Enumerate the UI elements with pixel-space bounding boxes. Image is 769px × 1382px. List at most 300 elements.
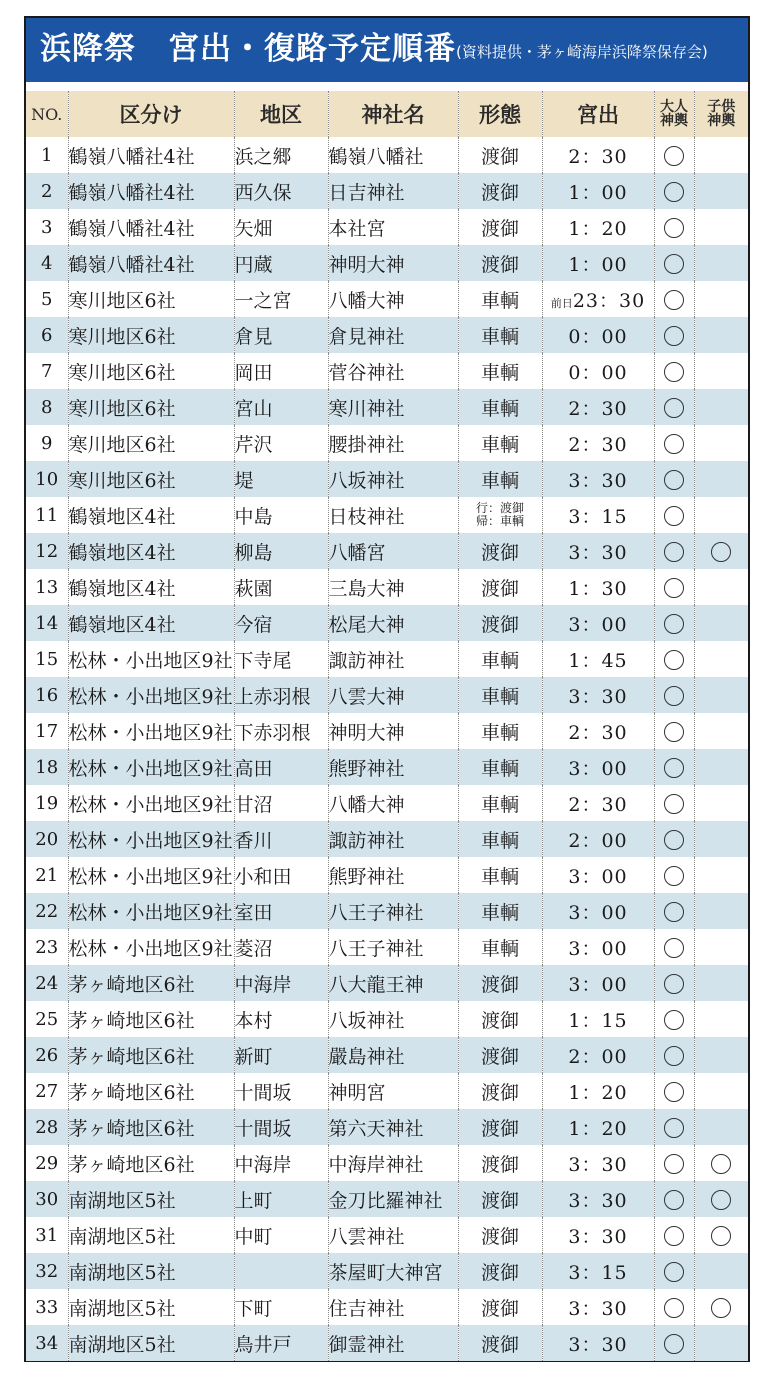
division-cell: 茅ヶ崎地区6社: [68, 1109, 234, 1145]
shrine-name-cell: 菅谷神社: [328, 353, 458, 389]
shrine-name-cell: 茶屋町大神宮: [328, 1253, 458, 1289]
row-number: 10: [26, 461, 68, 497]
district-cell: 今宿: [234, 605, 328, 641]
table-row: [26, 965, 748, 1001]
departure-time: 1：00: [568, 181, 628, 204]
table-row: [26, 677, 748, 713]
departure-time-cell: [542, 1181, 654, 1217]
row-number: 9: [41, 432, 53, 454]
division-cell: 茅ヶ崎地区6社: [68, 1037, 234, 1073]
table-row: [26, 533, 748, 569]
circle-mark-icon: [711, 1226, 731, 1246]
child-mikoshi-cell: [694, 929, 748, 965]
division-cell: 松林・小出地区9社: [68, 677, 234, 713]
mode-cell: 渡御: [458, 1181, 542, 1217]
table-row: [26, 605, 748, 641]
circle-mark-icon: [664, 1154, 684, 1174]
shrine-name-cell: 鶴嶺八幡社: [328, 137, 458, 173]
division-cell: 茅ヶ崎地区6社: [68, 1145, 234, 1181]
table-row: [26, 353, 748, 389]
adult-mikoshi-cell: [654, 461, 694, 497]
table-row: [26, 317, 748, 353]
division-cell: 茅ヶ崎地区6社: [68, 965, 234, 1001]
division-cell: 茅ヶ崎地区6社: [68, 1001, 234, 1037]
table-row: [26, 641, 748, 677]
table-row: [26, 713, 748, 749]
district-cell: 中海岸: [234, 965, 328, 1001]
departure-time-cell: [542, 1109, 654, 1145]
shrine-name-cell: 第六天神社: [328, 1109, 458, 1145]
departure-time: 3：30: [568, 1297, 628, 1320]
mode-cell: 渡御: [458, 1253, 542, 1289]
table-row: [26, 425, 748, 461]
departure-time: 1：00: [568, 253, 628, 276]
table-row: [26, 821, 748, 857]
departure-time-cell: [542, 893, 654, 929]
departure-time-cell: [542, 1073, 654, 1109]
header-kodomo-line2: 神輿: [707, 113, 736, 129]
district-cell: 新町: [234, 1037, 328, 1073]
division-cell: 松林・小出地区9社: [68, 749, 234, 785]
adult-mikoshi-cell: [654, 929, 694, 965]
row-number: 22: [26, 893, 68, 929]
adult-mikoshi-cell: [654, 785, 694, 821]
table-row: [26, 245, 748, 281]
child-mikoshi-cell: [694, 1073, 748, 1109]
departure-time-cell: [542, 173, 654, 209]
adult-mikoshi-cell: [654, 893, 694, 929]
division-cell: 松林・小出地区9社: [68, 893, 234, 929]
district-cell: 下寺尾: [234, 641, 328, 677]
departure-time-cell: [542, 1289, 654, 1325]
shrine-name-cell: 金刀比羅神社: [328, 1181, 458, 1217]
division-cell: 鶴嶺地区4社: [68, 605, 234, 641]
district-cell: 倉見: [234, 317, 328, 353]
departure-time: 3：30: [568, 541, 628, 564]
shrine-name-cell: 神明宮: [328, 1073, 458, 1109]
circle-mark-icon: [664, 866, 684, 886]
district-cell: 宮山: [234, 389, 328, 425]
departure-time-cell: [542, 209, 654, 245]
table-row: [26, 1073, 748, 1109]
mode-cell: 渡御: [458, 605, 542, 641]
shrine-name-cell: 八大龍王神: [328, 965, 458, 1001]
row-number: 29: [35, 1152, 59, 1174]
departure-time: 2：30: [568, 145, 628, 168]
child-mikoshi-cell: [694, 569, 748, 605]
shrine-name-cell: 松尾大神: [328, 605, 458, 641]
row-number: 16: [26, 677, 68, 713]
row-number: 12: [26, 533, 68, 569]
header-otona-line2: 神輿: [660, 113, 688, 129]
division-cell: 松林・小出地区9社: [68, 641, 234, 677]
division-cell: 南湖地区5社: [68, 1253, 234, 1289]
district-cell: 本村: [234, 1001, 328, 1037]
child-mikoshi-cell: [694, 173, 748, 209]
child-mikoshi-cell: [694, 893, 748, 929]
shrine-name-cell: 神明大神: [328, 713, 458, 749]
departure-time: 23：30: [572, 289, 646, 312]
mode-cell: 渡御: [458, 1037, 542, 1073]
district-cell: 甘沼: [234, 785, 328, 821]
circle-mark-icon: [664, 938, 684, 958]
table-row: [26, 1037, 748, 1073]
shrine-name-cell: 中海岸神社: [328, 1145, 458, 1181]
circle-mark-icon: [664, 1010, 684, 1030]
shrine-name-cell: 諏訪神社: [328, 641, 458, 677]
departure-time: 3：30: [568, 1333, 628, 1356]
division-cell: 鶴嶺地区4社: [68, 533, 234, 569]
mode-cell: 渡御: [458, 1145, 542, 1181]
mode-cell: 車輌: [458, 677, 542, 713]
table-row: [26, 1145, 748, 1181]
shrine-name-cell: 嚴島神社: [328, 1037, 458, 1073]
adult-mikoshi-cell: [654, 1145, 694, 1181]
adult-mikoshi-cell: [654, 137, 694, 173]
table-row: [26, 389, 748, 425]
child-mikoshi-cell: [694, 1109, 748, 1145]
mode-line-return: 帰：車輌: [475, 514, 524, 528]
child-mikoshi-cell: [694, 1253, 748, 1289]
shrine-name-cell: 八雲神社: [328, 1217, 458, 1253]
mode-cell: 車輌: [458, 749, 542, 785]
mode-cell: 渡御: [458, 173, 542, 209]
title-bar: [26, 18, 748, 82]
shrine-name-cell: 日吉神社: [328, 173, 458, 209]
child-mikoshi-cell: [694, 965, 748, 1001]
row-number: 1: [41, 144, 53, 166]
adult-mikoshi-cell: [654, 317, 694, 353]
adult-mikoshi-cell: [654, 1109, 694, 1145]
circle-mark-icon: [664, 254, 684, 274]
shrine-name-cell: 八王子神社: [328, 929, 458, 965]
departure-time: 1：20: [568, 1117, 628, 1140]
circle-mark-icon: [664, 434, 684, 454]
departure-time-cell: [542, 137, 654, 173]
departure-time: 3：00: [568, 613, 628, 636]
circle-mark-icon: [664, 686, 684, 706]
district-cell: 中海岸: [234, 1145, 328, 1181]
district-cell: 下赤羽根: [234, 713, 328, 749]
row-number: 28: [26, 1109, 68, 1145]
mode-cell: 車輌: [458, 857, 542, 893]
table-row: [26, 137, 748, 173]
circle-mark-icon: [664, 218, 684, 238]
shrine-name-cell: 八幡宮: [328, 533, 458, 569]
departure-time: 3：30: [568, 1153, 628, 1176]
adult-mikoshi-cell: [654, 1181, 694, 1217]
adult-mikoshi-cell: [654, 1217, 694, 1253]
departure-time-cell: [542, 461, 654, 497]
circle-mark-icon: [664, 470, 684, 490]
division-cell: 鶴嶺八幡社4社: [68, 209, 234, 245]
child-mikoshi-cell: [694, 497, 748, 533]
district-cell: 鳥井戸: [234, 1325, 328, 1361]
district-cell: 上赤羽根: [234, 677, 328, 713]
mode-cell: 渡御: [458, 533, 542, 569]
table-row: [26, 749, 748, 785]
shrine-name-cell: 神明大神: [328, 245, 458, 281]
adult-mikoshi-cell: [654, 1325, 694, 1361]
child-mikoshi-cell: [694, 533, 748, 569]
child-mikoshi-cell: [694, 245, 748, 281]
adult-mikoshi-cell: [654, 281, 694, 317]
row-number: 27: [35, 1080, 59, 1102]
child-mikoshi-cell: [694, 137, 748, 173]
row-number: 23: [35, 936, 59, 958]
departure-time-cell: [542, 425, 654, 461]
child-mikoshi-cell: [694, 317, 748, 353]
adult-mikoshi-cell: [654, 533, 694, 569]
circle-mark-icon: [664, 758, 684, 778]
division-cell: 寒川地区6社: [68, 317, 234, 353]
circle-mark-icon: [664, 1046, 684, 1066]
table-row: [26, 1181, 748, 1217]
child-mikoshi-cell: [694, 857, 748, 893]
departure-time-cell: [542, 389, 654, 425]
circle-mark-icon: [664, 830, 684, 850]
circle-mark-icon: [664, 1334, 684, 1354]
mode-cell: 渡御: [458, 1289, 542, 1325]
district-cell: 香川: [234, 821, 328, 857]
mode-cell: 車輌: [458, 785, 542, 821]
header-jinja: 神社名: [328, 91, 458, 137]
division-cell: 寒川地区6社: [68, 353, 234, 389]
division-cell: 南湖地区5社: [68, 1181, 234, 1217]
division-cell: 松林・小出地区9社: [68, 857, 234, 893]
circle-mark-icon: [664, 1118, 684, 1138]
row-number: 24: [26, 965, 68, 1001]
departure-time-cell: [542, 281, 654, 317]
child-mikoshi-cell: [694, 1001, 748, 1037]
mode-line-outbound: 行：渡御: [475, 501, 524, 515]
row-number: 13: [35, 576, 59, 598]
shrine-name-cell: 御霊神社: [328, 1325, 458, 1361]
departure-time: 0：00: [568, 325, 628, 348]
shrine-name-cell: 八坂神社: [328, 1001, 458, 1037]
division-cell: 寒川地区6社: [68, 389, 234, 425]
departure-time-cell: [542, 533, 654, 569]
mode-cell: [458, 497, 542, 533]
division-cell: 鶴嶺地区4社: [68, 497, 234, 533]
shrine-name-cell: 八坂神社: [328, 461, 458, 497]
adult-mikoshi-cell: [654, 641, 694, 677]
departure-time: 3：15: [568, 1261, 628, 1284]
circle-mark-icon: [664, 290, 684, 310]
child-mikoshi-cell: [694, 209, 748, 245]
table-row: [26, 929, 748, 965]
departure-time: 3：00: [568, 757, 628, 780]
circle-mark-icon: [664, 1226, 684, 1246]
division-cell: 鶴嶺八幡社4社: [68, 245, 234, 281]
departure-time: 3：00: [568, 973, 628, 996]
shrine-name-cell: 腰掛神社: [328, 425, 458, 461]
departure-time: 0：00: [568, 361, 628, 384]
departure-time: 2：30: [568, 433, 628, 456]
district-cell: 十間坂: [234, 1073, 328, 1109]
departure-time: 3：15: [568, 505, 628, 528]
circle-mark-icon: [664, 902, 684, 922]
departure-time: 1：30: [568, 577, 628, 600]
adult-mikoshi-cell: [654, 1253, 694, 1289]
departure-time-cell: [542, 713, 654, 749]
circle-mark-icon: [664, 1082, 684, 1102]
row-number: 4: [26, 245, 68, 281]
departure-time: 1：45: [568, 649, 628, 672]
row-number: 19: [35, 792, 59, 814]
district-cell: 室田: [234, 893, 328, 929]
header-kubun: 区分け: [68, 91, 234, 137]
departure-time-cell: [542, 1037, 654, 1073]
mode-cell: 渡御: [458, 965, 542, 1001]
circle-mark-icon: [664, 974, 684, 994]
adult-mikoshi-cell: [654, 965, 694, 1001]
district-cell: 下町: [234, 1289, 328, 1325]
row-number: 32: [26, 1253, 68, 1289]
shrine-name-cell: 寒川神社: [328, 389, 458, 425]
division-cell: 鶴嶺地区4社: [68, 569, 234, 605]
departure-time: 3：00: [568, 901, 628, 924]
row-number: 3: [41, 216, 53, 238]
departure-time-cell: [542, 929, 654, 965]
adult-mikoshi-cell: [654, 1037, 694, 1073]
row-number: 2: [26, 173, 68, 209]
mode-cell: 車輌: [458, 641, 542, 677]
departure-time: 3：30: [568, 1225, 628, 1248]
table-row: [26, 785, 748, 821]
header-otona-line1: 大人: [660, 99, 688, 115]
mode-cell: 渡御: [458, 1217, 542, 1253]
division-cell: 松林・小出地区9社: [68, 821, 234, 857]
shrine-name-cell: 熊野神社: [328, 857, 458, 893]
shrine-name-cell: 八幡大神: [328, 281, 458, 317]
mode-cell: 車輌: [458, 461, 542, 497]
table-row: [26, 281, 748, 317]
adult-mikoshi-cell: [654, 857, 694, 893]
mode-cell: 渡御: [458, 245, 542, 281]
adult-mikoshi-cell: [654, 173, 694, 209]
departure-time: 3：00: [568, 865, 628, 888]
child-mikoshi-cell: [694, 1289, 748, 1325]
adult-mikoshi-cell: [654, 713, 694, 749]
row-number: 15: [35, 648, 59, 670]
circle-mark-icon: [664, 362, 684, 382]
departure-time: 3：00: [568, 937, 628, 960]
adult-mikoshi-cell: [654, 245, 694, 281]
departure-time: 2：00: [568, 829, 628, 852]
mode-cell: 渡御: [458, 209, 542, 245]
departure-time: 3：30: [568, 469, 628, 492]
adult-mikoshi-cell: [654, 821, 694, 857]
adult-mikoshi-cell: [654, 1289, 694, 1325]
departure-time-cell: [542, 677, 654, 713]
division-cell: 南湖地区5社: [68, 1289, 234, 1325]
child-mikoshi-cell: [694, 785, 748, 821]
child-mikoshi-cell: [694, 605, 748, 641]
mode-cell: 渡御: [458, 137, 542, 173]
table-row: [26, 461, 748, 497]
departure-time-cell: [542, 497, 654, 533]
departure-time-cell: [542, 353, 654, 389]
division-cell: 南湖地区5社: [68, 1325, 234, 1361]
header-kodomo-mikoshi: [694, 91, 748, 137]
division-cell: 寒川地区6社: [68, 461, 234, 497]
child-mikoshi-cell: [694, 425, 748, 461]
departure-time-cell: [542, 641, 654, 677]
adult-mikoshi-cell: [654, 677, 694, 713]
departure-time: 2：30: [568, 397, 628, 420]
circle-mark-icon: [664, 1262, 684, 1282]
departure-time-cell: [542, 965, 654, 1001]
mode-cell: 渡御: [458, 1325, 542, 1361]
child-mikoshi-cell: [694, 1037, 748, 1073]
child-mikoshi-cell: [694, 1145, 748, 1181]
departure-time-cell: [542, 245, 654, 281]
circle-mark-icon: [664, 1298, 684, 1318]
header-no: NO.: [26, 91, 68, 137]
adult-mikoshi-cell: [654, 389, 694, 425]
departure-time-cell: [542, 1217, 654, 1253]
row-number: 14: [26, 605, 68, 641]
adult-mikoshi-cell: [654, 497, 694, 533]
district-cell: 矢畑: [234, 209, 328, 245]
header-chiku: 地区: [234, 91, 328, 137]
child-mikoshi-cell: [694, 281, 748, 317]
departure-time: 2：30: [568, 793, 628, 816]
shrine-name-cell: 本社宮: [328, 209, 458, 245]
mode-cell: 車輌: [458, 317, 542, 353]
division-cell: 寒川地区6社: [68, 425, 234, 461]
district-cell: 浜之郷: [234, 137, 328, 173]
child-mikoshi-cell: [694, 389, 748, 425]
child-mikoshi-cell: [694, 821, 748, 857]
table-row: [26, 1253, 748, 1289]
child-mikoshi-cell: [694, 461, 748, 497]
child-mikoshi-cell: [694, 353, 748, 389]
circle-mark-icon: [664, 182, 684, 202]
departure-time-cell: [542, 1253, 654, 1289]
child-mikoshi-cell: [694, 641, 748, 677]
adult-mikoshi-cell: [654, 749, 694, 785]
schedule-table: [26, 91, 748, 1361]
mode-cell: 車輌: [458, 425, 542, 461]
district-cell: 柳島: [234, 533, 328, 569]
departure-time: 3：30: [568, 1189, 628, 1212]
circle-mark-icon: [664, 794, 684, 814]
circle-mark-icon: [664, 398, 684, 418]
shrine-name-cell: 八幡大神: [328, 785, 458, 821]
district-cell: 中島: [234, 497, 328, 533]
child-mikoshi-cell: [694, 1181, 748, 1217]
mode-cell: 車輌: [458, 893, 542, 929]
shrine-name-cell: 八雲大神: [328, 677, 458, 713]
district-cell: 堤: [234, 461, 328, 497]
district-cell: 芹沢: [234, 425, 328, 461]
circle-mark-icon: [664, 1190, 684, 1210]
circle-mark-icon: [664, 722, 684, 742]
departure-time: 1：20: [568, 217, 628, 240]
district-cell: 西久保: [234, 173, 328, 209]
schedule-panel: [24, 16, 750, 1362]
division-cell: 南湖地区5社: [68, 1217, 234, 1253]
adult-mikoshi-cell: [654, 1001, 694, 1037]
shrine-name-cell: 熊野神社: [328, 749, 458, 785]
district-cell: 一之宮: [234, 281, 328, 317]
previous-day-label: 前日: [550, 296, 573, 310]
shrine-name-cell: 日枝神社: [328, 497, 458, 533]
circle-mark-icon: [664, 650, 684, 670]
departure-time-cell: [542, 1145, 654, 1181]
